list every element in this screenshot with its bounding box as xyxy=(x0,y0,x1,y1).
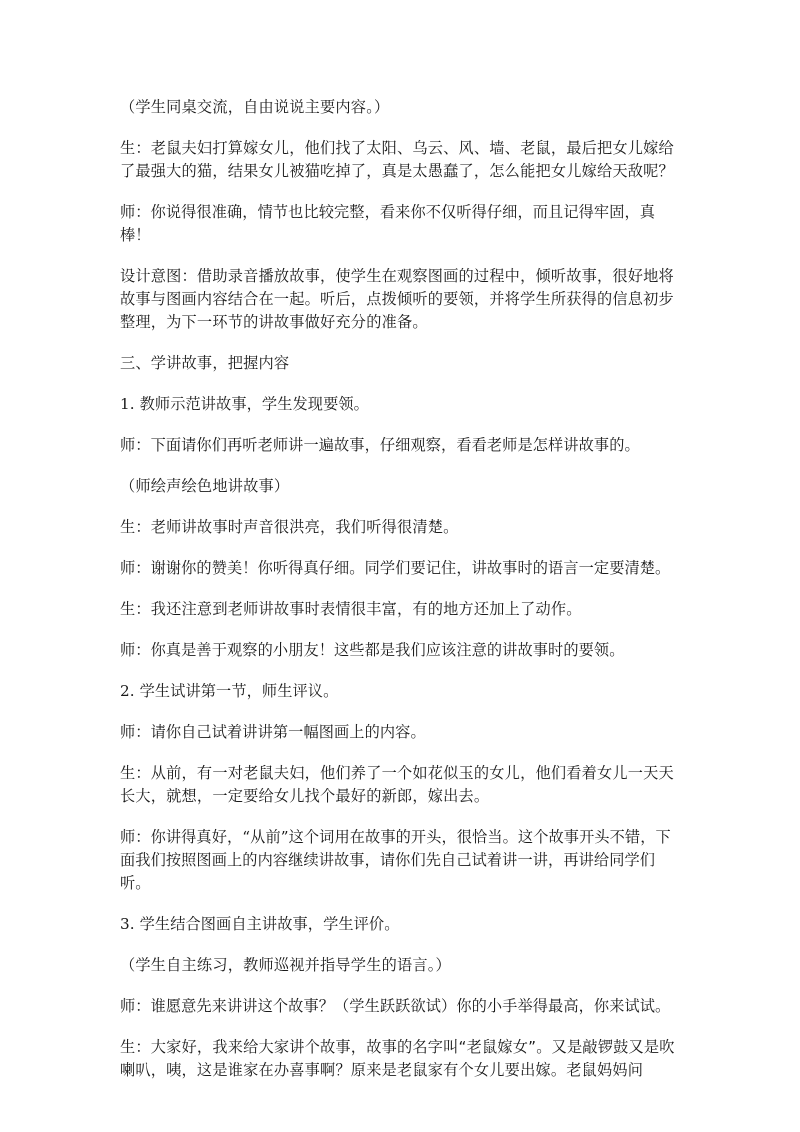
paragraph-12: 师：你真是善于观察的小朋友！这些都是我们应该注意的讲故事时的要领。 xyxy=(120,641,625,659)
paragraph-7: 师：下面请你们再听老师讲一遍故事，仔细观察，看看老师是怎样讲故事的。 xyxy=(120,436,640,454)
paragraph-11: 生：我还注意到老师讲故事时表情很丰富，有的地方还加上了动作。 xyxy=(120,600,582,618)
paragraph-18: （学生自主练习，教师巡视并指导学生的语言。） xyxy=(120,956,451,974)
paragraph-3: 师：你说得很准确，情节也比较完整，看来你不仅听得仔细，而且记得牢固，真棒！ xyxy=(120,203,656,244)
paragraph-15: 生：从前，有一对老鼠夫妇，他们养了一个如花似玉的女儿，他们看着女儿一天天长大，就想，一定要给女儿找个最好的新郎，嫁出去。 xyxy=(120,764,674,805)
paragraph-9: 生：老师讲故事时声音很洪亮，我们听得很清楚。 xyxy=(120,518,459,536)
paragraph-1: （学生同桌交流，自由说说主要内容。） xyxy=(120,98,390,116)
paragraph-6: 1. 教师示范讲故事，学生发现要领。 xyxy=(120,395,369,413)
paragraph-14: 师：请你自己试着讲讲第一幅图画上的内容。 xyxy=(120,723,426,741)
document-body xyxy=(120,96,683,1098)
paragraph-20: 生：大家好，我来给大家讲个故事，故事的名字叫“老鼠嫁女”。又是敲锣鼓又是吹喇叭，咦，这是谁家在办喜事啊？原来是老鼠家有个女儿要出嫁。老鼠妈妈问 xyxy=(120,1038,675,1079)
paragraph-10: 师：谢谢你的赞美！你听得真仔细。同学们要记住，讲故事时的语言一定要清楚。 xyxy=(120,559,671,577)
paragraph-19: 师：谁愿意先来讲讲这个故事？（学生跃跃欲试）你的小手举得最高，你来试试。 xyxy=(120,997,671,1015)
section-heading: 三、学讲故事，把握内容 xyxy=(120,354,290,372)
paragraph-2: 生：老鼠夫妇打算嫁女儿，他们找了太阳、乌云、风、墙、老鼠，最后把女儿嫁给了最强大的猫，结果女儿被猫吃掉了，真是太愚蠢了，怎么能把女儿嫁给天敌呢？ xyxy=(120,139,674,180)
paragraph-17: 3. 学生结合图画自主讲故事，学生评价。 xyxy=(120,915,400,933)
paragraph-16: 师：你讲得真好，“从前”这个词用在故事的开头，很恰当。这个故事开头不错，下面我们按照图画上的内容继续讲故事，请你们先自己试着讲一讲，再讲给同学们听。 xyxy=(120,828,671,892)
paragraph-8: （师绘声绘色地讲故事） xyxy=(120,477,290,495)
paragraph-13: 2. 学生试讲第一节，师生评议。 xyxy=(120,682,339,700)
paragraph-4: 设计意图：借助录音播放故事，使学生在观察图画的过程中，倾听故事，很好地将故事与图画内容结合在一起。听后，点拨倾听的要领，并将学生所获得的信息初步整理，为下一环节的讲故事做好充分的准备。 xyxy=(120,267,674,331)
